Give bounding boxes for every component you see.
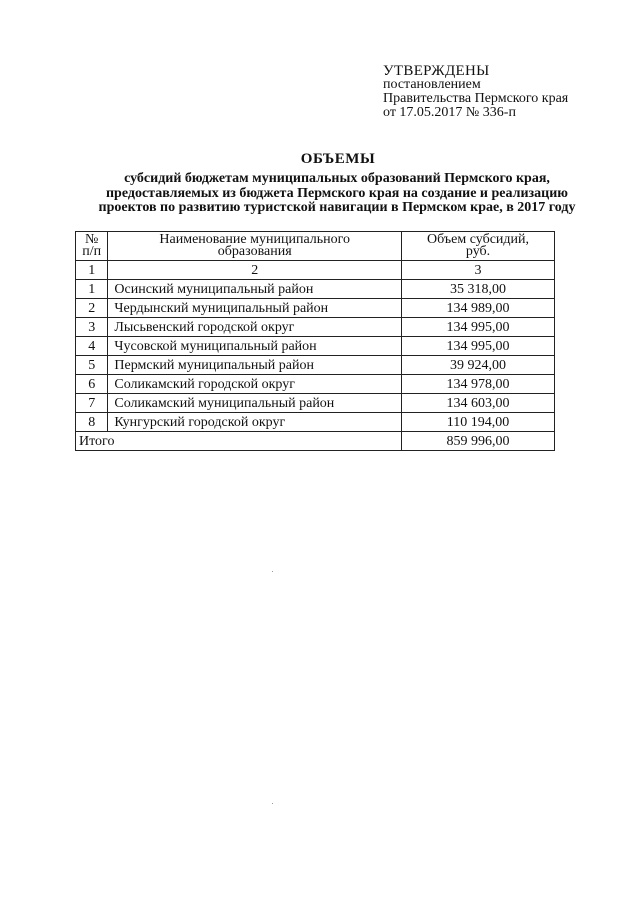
table-row xyxy=(76,318,555,337)
header-amount-line-2: руб. xyxy=(465,244,491,259)
scan-speck xyxy=(272,803,273,804)
row-number: 6 xyxy=(76,375,108,394)
header-amount xyxy=(402,232,555,261)
table-row xyxy=(76,413,555,432)
row-amount: 134 995,00 xyxy=(402,337,555,356)
table-row xyxy=(76,375,555,394)
table-row xyxy=(76,337,555,356)
header-amount-line-1: Объем субсидий, xyxy=(427,231,530,247)
row-municipality: Кунгурский городской округ xyxy=(108,413,402,432)
column-number-3: 3 xyxy=(402,261,555,280)
row-amount: 39 924,00 xyxy=(402,356,555,375)
table-row xyxy=(76,280,555,299)
column-number-row xyxy=(76,261,555,280)
approval-block xyxy=(383,64,568,120)
row-amount: 134 603,00 xyxy=(402,394,555,413)
row-amount: 134 989,00 xyxy=(402,299,555,318)
header-municipality xyxy=(108,232,402,261)
approval-line-resolution: постановлением xyxy=(383,77,481,92)
approval-line-government: Правительства Пермского края xyxy=(383,91,569,106)
row-number: 1 xyxy=(76,280,108,299)
subtitle-line-3: проектов по развитию туристской навигации в Пермском крае, в 2017 году xyxy=(98,200,576,215)
total-label: Итого xyxy=(76,432,402,451)
total-row xyxy=(76,432,555,451)
header-municipality-line-2: образования xyxy=(217,244,292,259)
row-number: 7 xyxy=(76,394,108,413)
subsidies-table xyxy=(75,231,555,451)
table-row xyxy=(76,356,555,375)
row-municipality: Соликамский муниципальный район xyxy=(108,394,402,413)
scan-speck xyxy=(272,571,273,572)
row-municipality: Чусовской муниципальный район xyxy=(108,337,402,356)
table-row xyxy=(76,394,555,413)
row-amount: 110 194,00 xyxy=(402,413,555,432)
row-number: 2 xyxy=(76,299,108,318)
approval-heading: УТВЕРЖДЕНЫ xyxy=(383,63,490,79)
row-municipality: Пермский муниципальный район xyxy=(108,356,402,375)
row-amount: 134 995,00 xyxy=(402,318,555,337)
header-number-line-2: п/п xyxy=(82,244,102,259)
subtitle-line-1: субсидий бюджетам муниципальных образований Пермского края, xyxy=(124,171,550,186)
row-municipality: Лысьвенский городской округ xyxy=(108,318,402,337)
row-municipality: Чердынский муниципальный район xyxy=(108,299,402,318)
column-number-1: 1 xyxy=(76,261,108,280)
row-municipality: Соликамский городской округ xyxy=(108,375,402,394)
header-number xyxy=(76,232,108,261)
subtitle-line-2: предоставляемых из бюджета Пермского края на создание и реализацию xyxy=(105,185,568,201)
total-amount: 859 996,00 xyxy=(402,432,555,451)
row-municipality: Осинский муниципальный район xyxy=(108,280,402,299)
document-title: ОБЪЕМЫ xyxy=(300,151,376,167)
row-number: 5 xyxy=(76,356,108,375)
approval-line-date-number: от 17.05.2017 № 336-п xyxy=(383,105,516,120)
row-number: 4 xyxy=(76,337,108,356)
table-row xyxy=(76,299,555,318)
row-number: 8 xyxy=(76,413,108,432)
header-municipality-line-1: Наименование муниципального xyxy=(159,231,351,247)
header-number-line-1: № xyxy=(85,231,99,247)
row-amount: 134 978,00 xyxy=(402,375,555,394)
table-header-row xyxy=(76,232,555,261)
row-number: 3 xyxy=(76,318,108,337)
document-subtitle xyxy=(62,172,612,216)
column-number-2: 2 xyxy=(108,261,402,280)
row-amount: 35 318,00 xyxy=(402,280,555,299)
